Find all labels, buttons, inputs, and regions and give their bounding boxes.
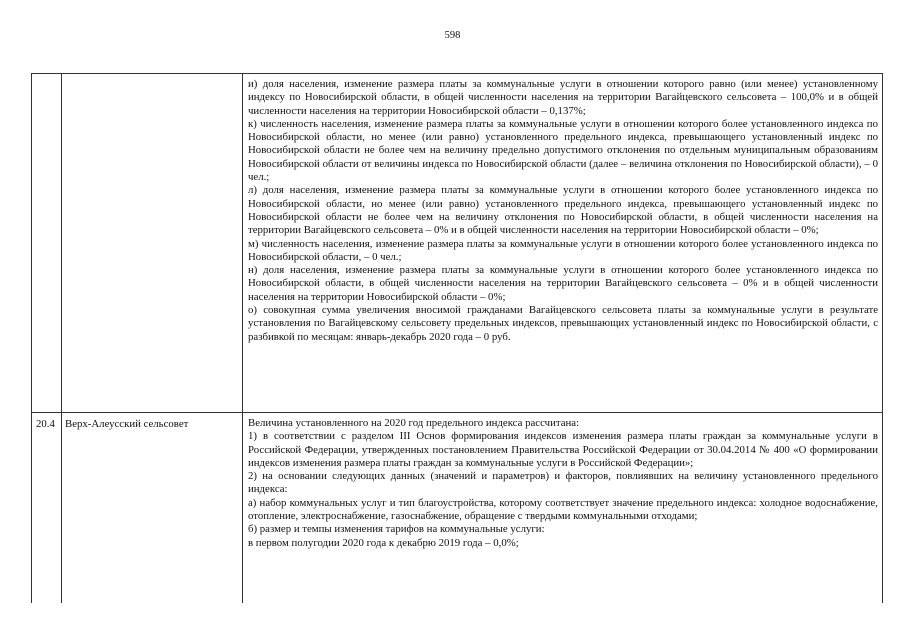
paragraph: Величина установленного на 2020 год предельного индекса рассчитана: <box>248 417 580 429</box>
row-text-cell <box>243 74 883 413</box>
row-text-cell <box>243 413 883 604</box>
paragraph: к) численность населения, изменение размера платы за коммунальные услуги в отношении которого более установленного индекса по Новосибирской области, но менее (или равно) установленного предельного индекса, превышающего установленный индекс по Новосибирской области не более чем на величину предельно допустимого отклонения по отдельным муниципальным образованиям Новосибирской области от величины индекса по Новосибирской области (далее – величина отклонения по Новосибирской области), – 0 чел.; <box>248 117 878 184</box>
row-name-cell <box>62 413 243 604</box>
paragraph: 1) в соответствии с разделом III Основ формирования индексов изменения размера платы граждан за коммунальные услуги в Российской Федерации, утвержденных постановлением Правительства Российской Федерации от 30.04.2014 № 400 «О формировании индексов изменения размера платы граждан за коммунальные услуги в Российской Федерации»; <box>248 430 878 469</box>
paragraph: а) набор коммунальных услуг и тип благоустройства, которому соответствует значение предельного индекса: холодное водоснабжение, отопление, электроснабжение, газоснабжение, обращение с твердыми коммунальными отходами; <box>248 496 878 523</box>
row-name <box>62 74 242 78</box>
paragraph: м) численность населения, изменение размера платы за коммунальные услуги в отношении которого более установленного индекса по Новосибирской области, – 0 чел.; <box>248 237 878 263</box>
table-row <box>32 413 883 604</box>
page-number: 598 <box>444 30 461 41</box>
paragraph: в первом полугодии 2020 года к декабрю 2019 года – 0,0%; <box>248 536 519 549</box>
paragraph: л) доля населения, изменение размера платы за коммунальные услуги в отношении которого более установленного индекса по Новосибирской области, но менее (или равно) установленного предельного индекса, превышающего установленный индекс по Новосибирской области не более чем на величину отклонения по Новосибирской области, в общей численности населения на территории Вагайцевского сельсовета – 0% и в общей численности населения на территории Новосибирской области – 0%; <box>248 184 878 237</box>
paragraph: и) доля населения, изменение размера платы за коммунальные услуги в отношении которого равно (или менее) установленному индексу по Новосибирской области, в общей численности населения на территории Вагайцевского сельсовета – 100,0% и в общей численности населения на территории Новосибирской области – 0,137%; <box>248 78 878 117</box>
document-table <box>31 73 883 603</box>
row-number: 20.4 <box>36 418 55 430</box>
paragraph: н) доля населения, изменение размера платы за коммунальные услуги в отношении которого более установленного индекса по Новосибирской области, в общей численности населения на территории Вагайцевского сельсовета – 0% и в общей численности населения на территории Новосибирской области – 0%; <box>248 264 878 303</box>
row-name-cell <box>62 74 243 413</box>
paragraph: 2) на основании следующих данных (значений и параметров) и факторов, повлиявших на величину установленного предельного индекса: <box>248 470 878 496</box>
paragraph: б) размер и темпы изменения тарифов на коммунальные услуги: <box>248 523 545 536</box>
row-name: Верх-Алеусский сельсовет <box>65 418 189 430</box>
row-number-cell <box>32 74 62 413</box>
table-row <box>32 74 883 413</box>
paragraph: о) совокупная сумма увеличения вносимой гражданами Вагайцевского сельсовета платы за коммунальные услуги в результате установления по Вагайцевскому сельсовету предельных индексов, превышающих установленный индекс по Новосибирской области, с разбивкой по месяцам: январь-декабрь 2020 года – 0 руб. <box>248 304 878 343</box>
row-number <box>32 74 61 78</box>
row-number-cell <box>32 413 62 604</box>
